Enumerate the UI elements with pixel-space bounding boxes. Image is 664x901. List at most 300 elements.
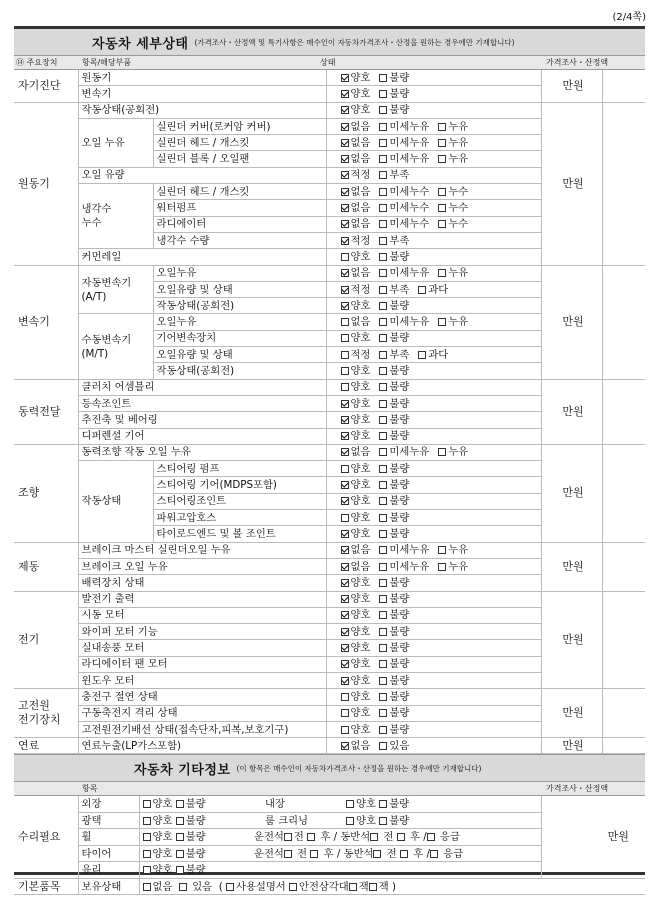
option-label: 불량 bbox=[389, 495, 410, 508]
status-option[interactable] bbox=[341, 315, 371, 329]
checkbox[interactable] bbox=[143, 833, 151, 841]
other-section-title-bar bbox=[14, 754, 645, 782]
status-options bbox=[326, 624, 541, 640]
status-option[interactable] bbox=[341, 217, 371, 231]
status-option[interactable] bbox=[379, 445, 429, 459]
status-option[interactable] bbox=[379, 315, 429, 329]
status-option[interactable] bbox=[379, 397, 409, 411]
checkbox[interactable] bbox=[143, 883, 151, 891]
item-label: 와이퍼 모터 기능 bbox=[78, 624, 326, 640]
option-label: 불량 bbox=[389, 104, 410, 117]
checkbox[interactable] bbox=[438, 123, 446, 131]
checkbox[interactable] bbox=[341, 514, 349, 522]
main-device-label: 연료 bbox=[14, 738, 78, 754]
checkbox[interactable] bbox=[176, 833, 184, 841]
status-option[interactable] bbox=[379, 120, 429, 134]
checked-checkbox[interactable] bbox=[341, 237, 349, 245]
checkbox[interactable] bbox=[379, 253, 387, 261]
checkbox[interactable] bbox=[438, 318, 446, 326]
other-row-basic bbox=[14, 878, 645, 895]
price-blank bbox=[602, 379, 645, 444]
checked-checkbox[interactable] bbox=[341, 139, 349, 147]
checkbox[interactable] bbox=[349, 883, 357, 891]
status-option[interactable] bbox=[341, 706, 371, 720]
checkbox[interactable] bbox=[373, 850, 381, 858]
status-option[interactable] bbox=[438, 315, 468, 329]
checkbox[interactable] bbox=[379, 800, 387, 808]
status-option[interactable] bbox=[379, 706, 409, 720]
status-option[interactable] bbox=[379, 348, 409, 362]
jack-label: 잭 bbox=[358, 880, 369, 893]
checkbox[interactable] bbox=[341, 726, 349, 734]
checkbox[interactable] bbox=[379, 497, 387, 505]
item-polish: 광택 bbox=[78, 812, 139, 829]
status-option[interactable] bbox=[341, 185, 371, 199]
option-label: 불량 bbox=[389, 690, 410, 703]
checkbox[interactable] bbox=[341, 709, 349, 717]
checkbox[interactable] bbox=[438, 155, 446, 163]
status-option[interactable] bbox=[341, 560, 371, 574]
status-option[interactable] bbox=[341, 103, 371, 117]
detail-section-title: 자동차 세부상태 bbox=[92, 36, 189, 52]
checkbox[interactable] bbox=[379, 188, 387, 196]
checkbox[interactable] bbox=[438, 220, 446, 228]
status-option[interactable] bbox=[341, 445, 371, 459]
status-option[interactable] bbox=[379, 657, 409, 671]
checkbox[interactable] bbox=[284, 833, 292, 841]
status-option[interactable] bbox=[379, 71, 409, 85]
status-options bbox=[326, 102, 541, 118]
checkbox[interactable] bbox=[379, 546, 387, 554]
checkbox[interactable] bbox=[418, 286, 426, 294]
checkbox[interactable] bbox=[379, 383, 387, 391]
status-options bbox=[326, 281, 541, 297]
checkbox[interactable] bbox=[379, 742, 387, 750]
option-label: 없음 bbox=[350, 120, 371, 133]
checkbox[interactable] bbox=[379, 302, 387, 310]
status-option[interactable] bbox=[379, 250, 409, 264]
checkbox[interactable] bbox=[379, 448, 387, 456]
checkbox[interactable] bbox=[438, 188, 446, 196]
checkbox[interactable] bbox=[341, 465, 349, 473]
checkbox[interactable] bbox=[438, 546, 446, 554]
status-option[interactable] bbox=[341, 348, 371, 362]
checkbox[interactable] bbox=[379, 416, 387, 424]
status-option[interactable] bbox=[379, 87, 409, 101]
front-label: 전 bbox=[386, 847, 397, 860]
status-option[interactable] bbox=[379, 527, 409, 541]
status-option[interactable] bbox=[341, 511, 371, 525]
checkbox[interactable] bbox=[179, 883, 187, 891]
part-label: 파워고압호스 bbox=[153, 510, 326, 526]
option-label: 불량 bbox=[389, 642, 410, 655]
checkbox[interactable] bbox=[379, 237, 387, 245]
checked-checkbox[interactable] bbox=[341, 416, 349, 424]
checkbox[interactable] bbox=[379, 514, 387, 522]
header-main-device: ⑭ 주요장치 bbox=[16, 58, 58, 67]
possession-options bbox=[139, 878, 645, 895]
status-option[interactable] bbox=[379, 641, 409, 655]
status-option[interactable] bbox=[418, 283, 448, 297]
checkbox[interactable] bbox=[379, 74, 387, 82]
checkbox[interactable] bbox=[379, 709, 387, 717]
item-label: 등속조인트 bbox=[78, 395, 326, 411]
status-option[interactable] bbox=[379, 364, 409, 378]
status-option[interactable] bbox=[341, 641, 371, 655]
rear-label: 후 bbox=[413, 847, 424, 860]
checkbox[interactable] bbox=[379, 367, 387, 375]
checkbox[interactable] bbox=[427, 833, 435, 841]
status-option[interactable] bbox=[341, 120, 371, 134]
status-option[interactable] bbox=[341, 592, 371, 606]
item-wheel: 휠 bbox=[78, 829, 139, 846]
status-option[interactable] bbox=[379, 462, 409, 476]
checkbox[interactable] bbox=[341, 334, 349, 342]
status-option[interactable] bbox=[341, 136, 371, 150]
checkbox[interactable] bbox=[379, 400, 387, 408]
price-blank bbox=[602, 265, 645, 379]
status-option[interactable] bbox=[341, 462, 371, 476]
status-option[interactable] bbox=[379, 674, 409, 688]
status-option[interactable] bbox=[341, 87, 371, 101]
checkbox[interactable] bbox=[341, 318, 349, 326]
status-option[interactable] bbox=[341, 397, 371, 411]
status-option[interactable] bbox=[341, 168, 371, 182]
status-option[interactable] bbox=[418, 348, 448, 362]
checkbox[interactable] bbox=[143, 866, 151, 874]
checkbox[interactable] bbox=[438, 139, 446, 147]
status-option[interactable] bbox=[379, 266, 429, 280]
checkbox[interactable] bbox=[438, 448, 446, 456]
status-options bbox=[326, 461, 541, 477]
checkbox[interactable] bbox=[379, 677, 387, 685]
checkbox[interactable] bbox=[379, 726, 387, 734]
status-option[interactable] bbox=[379, 234, 409, 248]
checked-checkbox[interactable] bbox=[341, 90, 349, 98]
option-label: 양호 bbox=[350, 479, 371, 492]
status-option[interactable] bbox=[341, 690, 371, 704]
status-options bbox=[326, 265, 541, 281]
checked-checkbox[interactable] bbox=[341, 432, 349, 440]
checkbox[interactable] bbox=[379, 204, 387, 212]
option-label: 양호 bbox=[152, 798, 173, 811]
checkbox[interactable] bbox=[176, 866, 184, 874]
status-option[interactable] bbox=[341, 413, 371, 427]
checked-checkbox[interactable] bbox=[341, 204, 349, 212]
checkbox[interactable] bbox=[438, 563, 446, 571]
checkbox[interactable] bbox=[379, 318, 387, 326]
checkbox[interactable] bbox=[341, 351, 349, 359]
status-option[interactable] bbox=[341, 478, 371, 492]
separator: / bbox=[336, 847, 341, 860]
checked-checkbox[interactable] bbox=[341, 579, 349, 587]
option-label: 없음 bbox=[350, 202, 371, 215]
status-options bbox=[326, 70, 541, 86]
checked-checkbox[interactable] bbox=[341, 188, 349, 196]
checkbox[interactable] bbox=[379, 644, 387, 652]
item-possession: 보유상태 bbox=[78, 878, 139, 895]
price-blank bbox=[602, 102, 645, 265]
checkbox[interactable] bbox=[143, 800, 151, 808]
status-option[interactable] bbox=[379, 560, 429, 574]
part-label: 스티어링조인트 bbox=[153, 493, 326, 509]
status-option[interactable] bbox=[379, 103, 409, 117]
status-option[interactable] bbox=[341, 723, 371, 737]
checked-checkbox[interactable] bbox=[341, 677, 349, 685]
status-options bbox=[326, 184, 541, 200]
status-option[interactable] bbox=[341, 331, 371, 345]
status-option[interactable] bbox=[379, 136, 429, 150]
checked-checkbox[interactable] bbox=[341, 74, 349, 82]
option-label: 불량 bbox=[389, 814, 410, 827]
status-option[interactable] bbox=[438, 266, 468, 280]
status-options bbox=[326, 347, 541, 363]
checkbox[interactable] bbox=[176, 817, 184, 825]
checked-checkbox[interactable] bbox=[341, 530, 349, 538]
option-label: 불량 bbox=[389, 87, 410, 100]
checked-checkbox[interactable] bbox=[341, 123, 349, 131]
option-label: 불량 bbox=[389, 397, 410, 410]
checked-checkbox[interactable] bbox=[341, 448, 349, 456]
checkbox[interactable] bbox=[346, 800, 354, 808]
checked-checkbox[interactable] bbox=[341, 644, 349, 652]
checked-checkbox[interactable] bbox=[341, 155, 349, 163]
detail-header-row bbox=[14, 56, 645, 70]
option-label: 불량 bbox=[389, 413, 410, 426]
status-option[interactable] bbox=[438, 543, 468, 557]
checkbox[interactable] bbox=[379, 817, 387, 825]
checkbox[interactable] bbox=[379, 351, 387, 359]
status-option[interactable] bbox=[341, 299, 371, 313]
checkbox[interactable] bbox=[310, 850, 318, 858]
status-option[interactable] bbox=[379, 739, 409, 753]
status-option[interactable] bbox=[341, 71, 371, 85]
status-option[interactable] bbox=[341, 152, 371, 166]
status-option[interactable] bbox=[341, 657, 371, 671]
checkbox[interactable] bbox=[379, 123, 387, 131]
status-option[interactable] bbox=[379, 494, 409, 508]
sub-item-label: 자동변속기 (A/T) bbox=[78, 265, 153, 314]
checkbox[interactable] bbox=[379, 139, 387, 147]
main-device-label: 변속기 bbox=[14, 265, 78, 379]
status-option[interactable] bbox=[438, 185, 468, 199]
checked-checkbox[interactable] bbox=[341, 497, 349, 505]
checkbox[interactable] bbox=[379, 334, 387, 342]
status-option[interactable] bbox=[438, 445, 468, 459]
status-option[interactable] bbox=[341, 429, 371, 443]
tire-options bbox=[139, 845, 251, 862]
checkbox[interactable] bbox=[379, 530, 387, 538]
option-label: 없음 bbox=[350, 316, 371, 329]
page-number: (2/4쪽) bbox=[612, 12, 646, 23]
item-tire: 타이어 bbox=[78, 845, 139, 862]
status-option[interactable] bbox=[379, 299, 409, 313]
checkbox[interactable] bbox=[438, 204, 446, 212]
status-option[interactable] bbox=[438, 136, 468, 150]
status-option[interactable] bbox=[379, 723, 409, 737]
checkbox[interactable] bbox=[226, 883, 234, 891]
checkbox[interactable] bbox=[379, 106, 387, 114]
status-option[interactable] bbox=[341, 625, 371, 639]
option-label: 없음 bbox=[350, 560, 371, 573]
wheel-position-options bbox=[251, 829, 541, 846]
checkbox[interactable] bbox=[307, 833, 315, 841]
status-option[interactable] bbox=[379, 380, 409, 394]
checked-checkbox[interactable] bbox=[341, 220, 349, 228]
checkbox[interactable] bbox=[379, 563, 387, 571]
part-label: 기어변속장치 bbox=[153, 330, 326, 346]
checkbox[interactable] bbox=[143, 817, 151, 825]
checkbox[interactable] bbox=[379, 269, 387, 277]
option-label: 미세누유 bbox=[389, 120, 430, 133]
checkbox[interactable] bbox=[379, 693, 387, 701]
paren-open: ( bbox=[218, 880, 223, 893]
status-options bbox=[326, 330, 541, 346]
checked-checkbox[interactable] bbox=[341, 742, 349, 750]
checkbox[interactable] bbox=[397, 833, 405, 841]
checkbox[interactable] bbox=[379, 286, 387, 294]
status-option[interactable] bbox=[438, 152, 468, 166]
status-option[interactable] bbox=[341, 494, 371, 508]
status-option[interactable] bbox=[379, 511, 409, 525]
status-option[interactable] bbox=[379, 152, 429, 166]
checkbox[interactable] bbox=[284, 850, 292, 858]
price-blank bbox=[602, 542, 645, 591]
status-option[interactable] bbox=[379, 608, 409, 622]
checkbox[interactable] bbox=[379, 90, 387, 98]
status-option[interactable] bbox=[341, 527, 371, 541]
item-exterior: 외장 bbox=[78, 796, 139, 812]
status-option[interactable] bbox=[379, 592, 409, 606]
status-option[interactable] bbox=[379, 429, 409, 443]
checked-checkbox[interactable] bbox=[341, 302, 349, 310]
checkbox[interactable] bbox=[379, 432, 387, 440]
checkbox[interactable] bbox=[418, 351, 426, 359]
checkbox[interactable] bbox=[143, 850, 151, 858]
checked-checkbox[interactable] bbox=[341, 628, 349, 636]
checkbox[interactable] bbox=[341, 367, 349, 375]
status-option[interactable] bbox=[379, 625, 409, 639]
checkbox[interactable] bbox=[438, 269, 446, 277]
checkbox[interactable] bbox=[430, 850, 438, 858]
jack-label-2: 잭 bbox=[378, 880, 389, 893]
status-option[interactable] bbox=[341, 364, 371, 378]
checked-checkbox[interactable] bbox=[341, 563, 349, 571]
status-option[interactable] bbox=[341, 380, 371, 394]
checkbox[interactable] bbox=[341, 383, 349, 391]
option-label: 불량 bbox=[389, 250, 410, 263]
status-option[interactable] bbox=[438, 560, 468, 574]
option-label: 없음 bbox=[350, 218, 371, 231]
checkbox[interactable] bbox=[379, 628, 387, 636]
status-option[interactable] bbox=[379, 201, 429, 215]
basic-label: 기본품목 bbox=[14, 878, 78, 895]
price-value: 만원 bbox=[541, 70, 602, 102]
status-option[interactable] bbox=[341, 608, 371, 622]
status-option[interactable] bbox=[379, 217, 429, 231]
checked-checkbox[interactable] bbox=[341, 660, 349, 668]
checked-checkbox[interactable] bbox=[341, 286, 349, 294]
status-option[interactable] bbox=[379, 543, 429, 557]
status-option[interactable] bbox=[379, 413, 409, 427]
checkbox[interactable] bbox=[379, 171, 387, 179]
detail-row bbox=[14, 738, 645, 754]
checkbox[interactable] bbox=[341, 693, 349, 701]
checked-checkbox[interactable] bbox=[341, 546, 349, 554]
status-option[interactable] bbox=[438, 217, 468, 231]
status-option[interactable] bbox=[341, 543, 371, 557]
option-label: 양호 bbox=[350, 332, 371, 345]
status-option[interactable] bbox=[379, 331, 409, 345]
checked-checkbox[interactable] bbox=[341, 595, 349, 603]
status-option[interactable] bbox=[341, 283, 371, 297]
status-option[interactable] bbox=[341, 250, 371, 264]
checkbox[interactable] bbox=[379, 611, 387, 619]
checkbox[interactable] bbox=[369, 883, 377, 891]
detail-row bbox=[14, 102, 645, 118]
option-label: 누유 bbox=[448, 136, 469, 149]
checked-checkbox[interactable] bbox=[341, 269, 349, 277]
status-option[interactable] bbox=[341, 674, 371, 688]
checked-checkbox[interactable] bbox=[341, 481, 349, 489]
checkbox[interactable] bbox=[379, 465, 387, 473]
option-label: 누유 bbox=[448, 267, 469, 280]
checkbox[interactable] bbox=[346, 817, 354, 825]
status-option[interactable] bbox=[341, 576, 371, 590]
item-label: 작동상태(공회전) bbox=[78, 102, 326, 118]
checkbox[interactable] bbox=[379, 595, 387, 603]
status-option[interactable] bbox=[379, 478, 409, 492]
checked-checkbox[interactable] bbox=[341, 611, 349, 619]
status-option[interactable] bbox=[438, 120, 468, 134]
checkbox[interactable] bbox=[379, 579, 387, 587]
emergency-label: 응급 bbox=[440, 831, 460, 844]
checked-checkbox[interactable] bbox=[341, 106, 349, 114]
checked-checkbox[interactable] bbox=[341, 171, 349, 179]
checkbox[interactable] bbox=[176, 850, 184, 858]
status-option[interactable] bbox=[379, 283, 409, 297]
option-label: 불량 bbox=[389, 479, 410, 492]
status-option[interactable] bbox=[379, 690, 409, 704]
status-option[interactable] bbox=[341, 234, 371, 248]
checkbox[interactable] bbox=[341, 253, 349, 261]
glass-options bbox=[139, 862, 251, 879]
interior-options bbox=[336, 796, 541, 812]
checkbox[interactable] bbox=[379, 155, 387, 163]
front-label: 전 bbox=[383, 831, 394, 844]
item-label: 연료누출(LP가스포함) bbox=[78, 738, 326, 754]
rear-label: 후 bbox=[410, 831, 420, 844]
checkbox[interactable] bbox=[176, 800, 184, 808]
status-option[interactable] bbox=[379, 185, 429, 199]
checkbox[interactable] bbox=[379, 660, 387, 668]
checkbox[interactable] bbox=[400, 850, 408, 858]
item-label: 시동 모터 bbox=[78, 607, 326, 623]
checkbox[interactable] bbox=[379, 481, 387, 489]
checkbox[interactable] bbox=[379, 220, 387, 228]
checkbox[interactable] bbox=[289, 883, 297, 891]
checkbox[interactable] bbox=[370, 833, 378, 841]
status-option[interactable] bbox=[341, 201, 371, 215]
checked-checkbox[interactable] bbox=[341, 400, 349, 408]
part-label: 실린더 커버(로커암 커버) bbox=[153, 118, 326, 134]
status-option[interactable] bbox=[438, 201, 468, 215]
manual-label: 사용설명서 bbox=[236, 880, 286, 893]
status-option[interactable] bbox=[341, 739, 371, 753]
status-option[interactable] bbox=[341, 266, 371, 280]
status-option[interactable] bbox=[379, 168, 409, 182]
status-option[interactable] bbox=[379, 576, 409, 590]
